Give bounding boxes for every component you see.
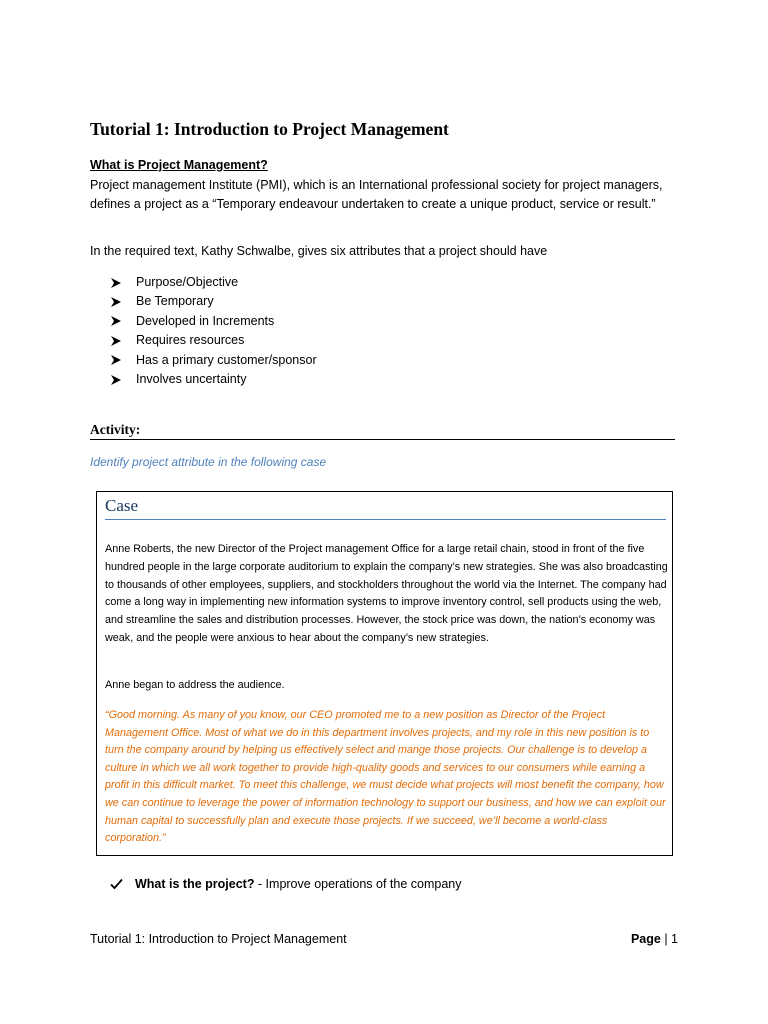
checklist-question: What is the project? [135, 877, 255, 891]
activity-heading: Activity: [90, 422, 675, 440]
arrow-bullet-icon [110, 277, 122, 289]
arrow-bullet-icon [110, 354, 122, 366]
list-item [110, 312, 317, 331]
list-item [110, 273, 317, 292]
attributes-intro: In the required text, Kathy Schwalbe, gives six attributes that a project should have [90, 244, 548, 258]
activity-instruction: Identify project attribute in the following case [90, 455, 327, 469]
attribute-label: Be Temporary [136, 294, 214, 309]
page-number-value: 1 [671, 932, 678, 946]
list-item [110, 370, 317, 389]
page-separator: | [660, 932, 672, 946]
attribute-label: Purpose/Objective [136, 275, 239, 289]
arrow-bullet-icon [110, 296, 122, 308]
case-address-line: Anne began to address the audience. [105, 679, 285, 691]
arrow-bullet-icon [110, 315, 122, 327]
intro-paragraph: Project management Institute (PMI), which is an International professional society for project managers, defines a project as a “Temporary endeavour undertaken to create a unique product, service or result.” [90, 178, 663, 211]
case-title: Case [105, 496, 666, 520]
arrow-bullet-icon [110, 335, 122, 347]
checklist-item [110, 877, 462, 891]
attribute-label: Has a primary customer/sponsor [136, 352, 317, 367]
case-box [96, 491, 673, 856]
case-paragraph: Anne Roberts, the new Director of the Project management Office for a large retail chain, stood in front of the five hundred people in the large corporate auditorium to explain the company’s new strategies. She was also broadcasting to thousands of other employees, suppliers, and stockholders throughout the world via the Internet. The company had come a long way in implementing new information systems to improve inventory control, sell products using the web, and streamline the sales and distribution processes. However, the stock price was down, the nation’s economy was weak, and the people were anxious to hear about the company’s new strategies. [105, 543, 668, 644]
list-item [110, 331, 317, 350]
attribute-list [110, 273, 317, 389]
attribute-label: Requires resources [136, 333, 245, 348]
attribute-label: Involves uncertainty [136, 371, 247, 386]
footer-title: Tutorial 1: Introduction to Project Management [90, 932, 347, 946]
page-number [631, 932, 678, 946]
list-item [110, 292, 317, 311]
page-title: Tutorial 1: Introduction to Project Management [90, 119, 449, 139]
list-item [110, 351, 317, 370]
case-quote: “Good morning. As many of you know, our CEO promoted me to a new position as Director of the Project Management Office. Most of what we do in this department involves projects, and my role in this new position is to turn the company around by helping us effectively select and mange those projects. Our challenge is to develop a culture in which we all work together to provide high-quality goods and services to our consumers while earning a profit in this difficult market. To meet this challenge, we must decide what projects will most benefit the company, how we can continue to leverage the power of information technology to support our business, and how we can exploit our human capital to successfully plan and execute those projects. If we succeed, we’ll become a world-class corporation.” [105, 709, 666, 845]
page-label: Page [630, 932, 661, 946]
arrow-bullet-icon [110, 374, 122, 386]
checklist-answer: - Improve operations of the company [254, 877, 462, 891]
section-heading: What is Project Management? [90, 158, 268, 172]
attribute-label: Developed in Increments [136, 313, 275, 328]
checkmark-icon [110, 878, 123, 890]
